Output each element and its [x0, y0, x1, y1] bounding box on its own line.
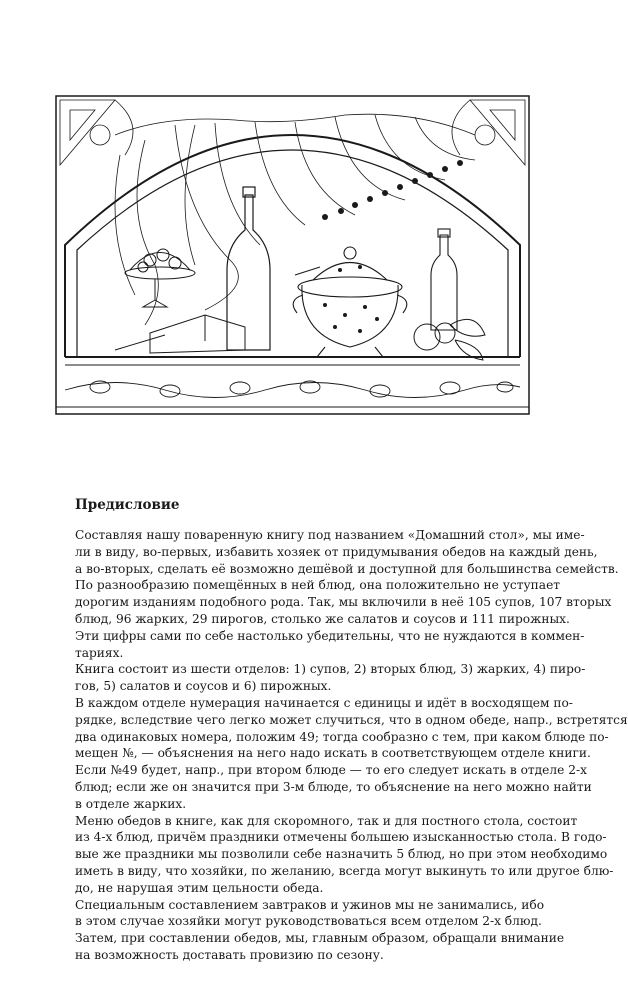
text-line: до, не нарушая этим цельности обеда. [75, 880, 324, 895]
paragraph [75, 628, 585, 662]
text-line: на возможность доставать провизию по сезону. [75, 947, 384, 962]
text-line: гов, 5) салатов и соусов и 6) пирожных. [75, 679, 332, 694]
paragraph [75, 695, 628, 813]
text-line: Составляя нашу поваренную книгу под названием «Домашний стол», мы име- [75, 528, 585, 542]
text-line: ли в виду, во-первых, избавить хозяек от придумывания обедов на каждый день, [75, 544, 598, 559]
text-line: в отделе жарких. [75, 796, 187, 811]
text-line: тариях. [75, 645, 124, 660]
text-line: дорогим изданиям подобного рода. Так, мы включили в неё 105 супов, 107 вторых [75, 595, 612, 610]
text-line: рядке, вследствие чего легко может случиться, что в одном обеде, напр., встретятся [75, 712, 628, 727]
paragraph-list [75, 527, 628, 964]
text-line: Книга состоит из шести отделов: 1) супов, 2) вторых блюд, 3) жарких, 4) пиро- [75, 662, 586, 677]
paragraph [75, 897, 551, 931]
text-line: В каждом отделе нумерация начинается с единицы и идёт в восходящем по- [75, 695, 573, 710]
text-line: блюд; если же он значится при 3-м блюде, то объяснение на него можно найти [75, 779, 592, 794]
still-life-illustration [55, 95, 530, 415]
text-line: из 4-х блюд, причём праздники отмечены большею изысканностью стола. В годо- [75, 830, 607, 845]
text-line: По разнообразию помещённых в ней блюд, она положительно не уступает [75, 578, 561, 593]
paragraph [75, 813, 614, 897]
text-line: два одинаковых номера, положим 49; тогда сообразно с тем, при каком блюде по- [75, 729, 609, 744]
preface-text [75, 497, 628, 964]
text-line: Затем, при составлении обедов, мы, главным образом, обращали внимание [75, 931, 565, 946]
text-line: Меню обедов в книге, как для скоромного, так и для постного стола, состоит [75, 813, 578, 828]
text-line: Если №49 будет, напр., при втором блюде — то его следует искать в отделе 2-х [75, 763, 587, 778]
paragraph [75, 661, 586, 695]
paragraph [75, 577, 612, 627]
paragraph [75, 930, 565, 964]
page-title: Предисловие [75, 497, 180, 513]
text-line: в этом случае хозяйки могут руководствоваться всем отделом 2-х блюд. [75, 914, 542, 929]
text-line: блюд, 96 жарких, 29 пирогов, столько же салатов и соусов и 111 пирожных. [75, 611, 570, 626]
text-line: а во-вторых, сделать её возможно дешёвой и доступной для большинства семейств. [75, 561, 619, 576]
text-line: Специальным составлением завтраков и ужинов мы не занимались, ибо [75, 897, 545, 912]
text-line: вые же праздники мы позволили себе назначить 5 блюд, но при этом необходимо [75, 847, 608, 862]
text-line: иметь в виду, что хозяйки, по желанию, всегда могут выкинуть то или другое блю- [75, 863, 614, 878]
text-line: Эти цифры сами по себе настолько убедительны, что не нуждаются в коммен- [75, 628, 585, 643]
paragraph [75, 527, 619, 577]
text-line: мещен №, — объяснения на него надо искать в соответствующем отделе книги. [75, 746, 591, 761]
